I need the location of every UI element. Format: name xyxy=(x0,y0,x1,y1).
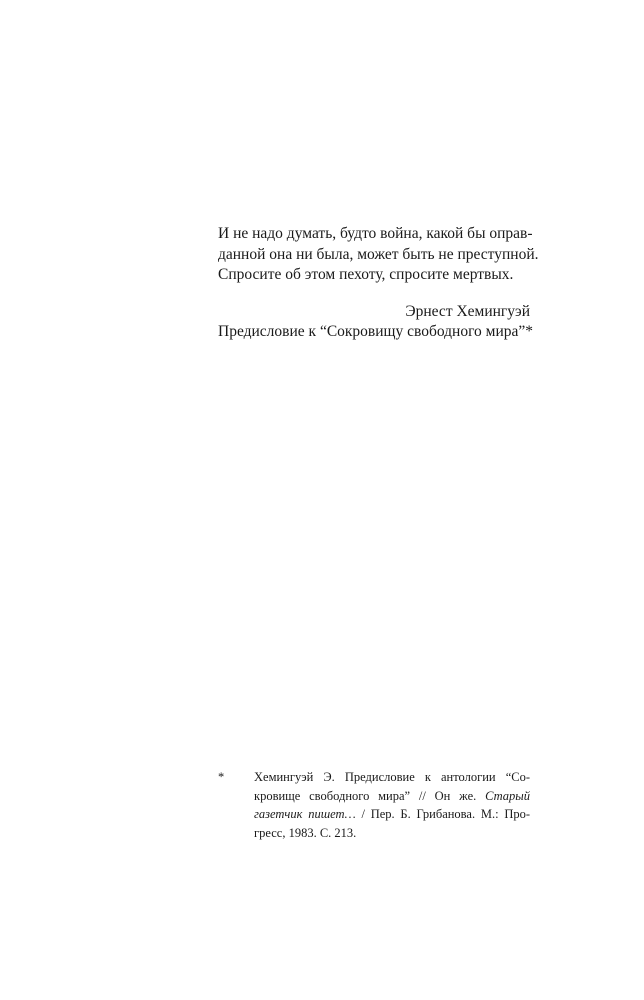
epigraph xyxy=(218,224,539,343)
footnote-line-2-italic: Старый xyxy=(485,788,530,803)
epigraph-attribution xyxy=(218,302,534,343)
epigraph-line-2: данной она ни была, может быть не преступной. xyxy=(218,245,539,263)
footnote-line-3-italic: газетчик пишет… xyxy=(254,807,356,821)
footnote-line-2-regular: кровище свободного мира” // Он же. xyxy=(254,788,486,803)
footnote-line-3 xyxy=(254,805,530,824)
epigraph-quote xyxy=(218,224,539,286)
epigraph-author: Эрнест Хемингуэй xyxy=(405,302,530,320)
footnote-marker: * xyxy=(218,770,225,784)
epigraph-line-1: И не надо думать, будто война, какой бы оправ- xyxy=(218,225,533,242)
footnote-line-4: гресс, 1983. С. 213. xyxy=(254,825,357,840)
footnote-text xyxy=(254,768,530,842)
footnote xyxy=(218,768,530,842)
footnote-line-1: Хемингуэй Э. Предисловие к антологии “Со- xyxy=(254,770,530,784)
epigraph-source: Предисловие к “Сокровищу свободного мира”* xyxy=(218,323,534,340)
epigraph-line-3: Спросите об этом пехоту, спросите мертвых. xyxy=(218,266,514,283)
footnote-line-3-regular: / Пер. Б. Грибанова. М.: Про- xyxy=(355,807,531,821)
footnote-line-2 xyxy=(254,787,530,806)
